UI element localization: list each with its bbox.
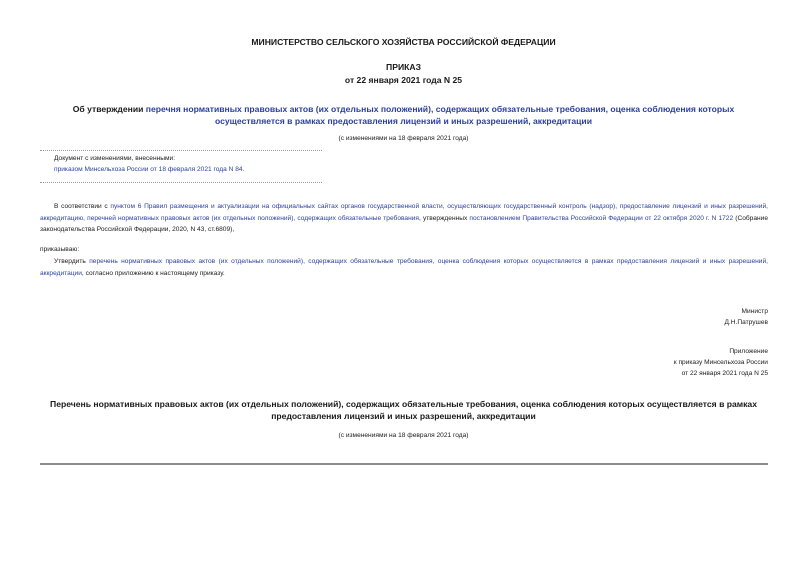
order-word: приказываю: <box>40 246 80 253</box>
title-link[interactable]: перечня нормативных правовых актов (их отдельных положений), содержащих обязательные требования, оценка соблюдения которых осуществляется в рамках предоставления лицензий и иных разрешений, аккредитации <box>145 104 735 126</box>
appendix-date: от 22 января 2021 года N 25 <box>681 370 768 377</box>
changes-note-label: Документ с изменениями, внесенными: <box>54 155 176 162</box>
preamble-text-2: , утвержденных <box>419 214 470 222</box>
ministry-name: МИНИСТЕРСТВО СЕЛЬСКОГО ХОЗЯЙСТВА РОССИЙСКОЙ ФЕДЕРАЦИИ <box>251 37 556 47</box>
as-of-note: (с изменениями на 18 февраля 2021 года) <box>338 135 469 142</box>
title-prefix: Об утверждении <box>72 104 146 114</box>
signature-position: Министр <box>741 308 768 315</box>
preamble-paragraph <box>40 201 768 236</box>
preamble-text-1: В соответствии с <box>54 203 111 210</box>
doc-type: ПРИКАЗ <box>386 62 421 72</box>
clause-prefix: Утвердить <box>54 258 90 265</box>
clause-link[interactable]: перечень нормативных правовых актов (их отдельных положений), содержащих обязательные требования, оценка соблюдения которых осуществляется в рамках предоставления лицензий и иных разрешений, аккредитации <box>40 258 768 277</box>
list-title: Перечень нормативных правовых актов (их отдельных положений), содержащих обязательные требования, оценка соблюдения которых осуществляется в рамках предоставления лицензий и иных разрешений, аккредитации <box>50 399 757 421</box>
clause-paragraph <box>40 256 768 279</box>
appendix-label: Приложение <box>729 348 768 355</box>
changes-note-link[interactable]: приказом Минсельхоза России от 18 февраля 2021 года N 84. <box>54 166 245 173</box>
clause-suffix: , согласно приложению к настоящему приказу. <box>81 269 225 277</box>
preamble-link-rules[interactable]: пунктом 6 Правил размещения и актуализации на официальных сайтах органов государственной власти, осуществляющих государственный контроль (надзор), предоставление лицензий и иных разрешений, аккредитацию, перечней нормативных правовых актов (их отдельных положений), содержащих обязательные требования <box>40 203 769 222</box>
note-top-rule <box>40 150 322 151</box>
bottom-divider <box>40 463 768 465</box>
appendix-to-order: к приказу Минсельхоза России <box>673 359 768 366</box>
signature-name: Д.Н.Патрушев <box>724 319 768 326</box>
preamble-text-3: (Собрание законодательства Российской Федерации, 2020, N 43, ст.6809), <box>40 214 768 234</box>
preamble-link-decree[interactable]: постановлением Правительства Российской Федерации от 22 октября 2020 г. N 1722 <box>469 214 734 222</box>
order-date-number: от 22 января 2021 года N 25 <box>344 75 463 85</box>
note-bottom-rule <box>40 182 322 183</box>
document-title <box>40 104 767 127</box>
list-as-of-note: (с изменениями на 18 февраля 2021 года) <box>338 432 469 439</box>
